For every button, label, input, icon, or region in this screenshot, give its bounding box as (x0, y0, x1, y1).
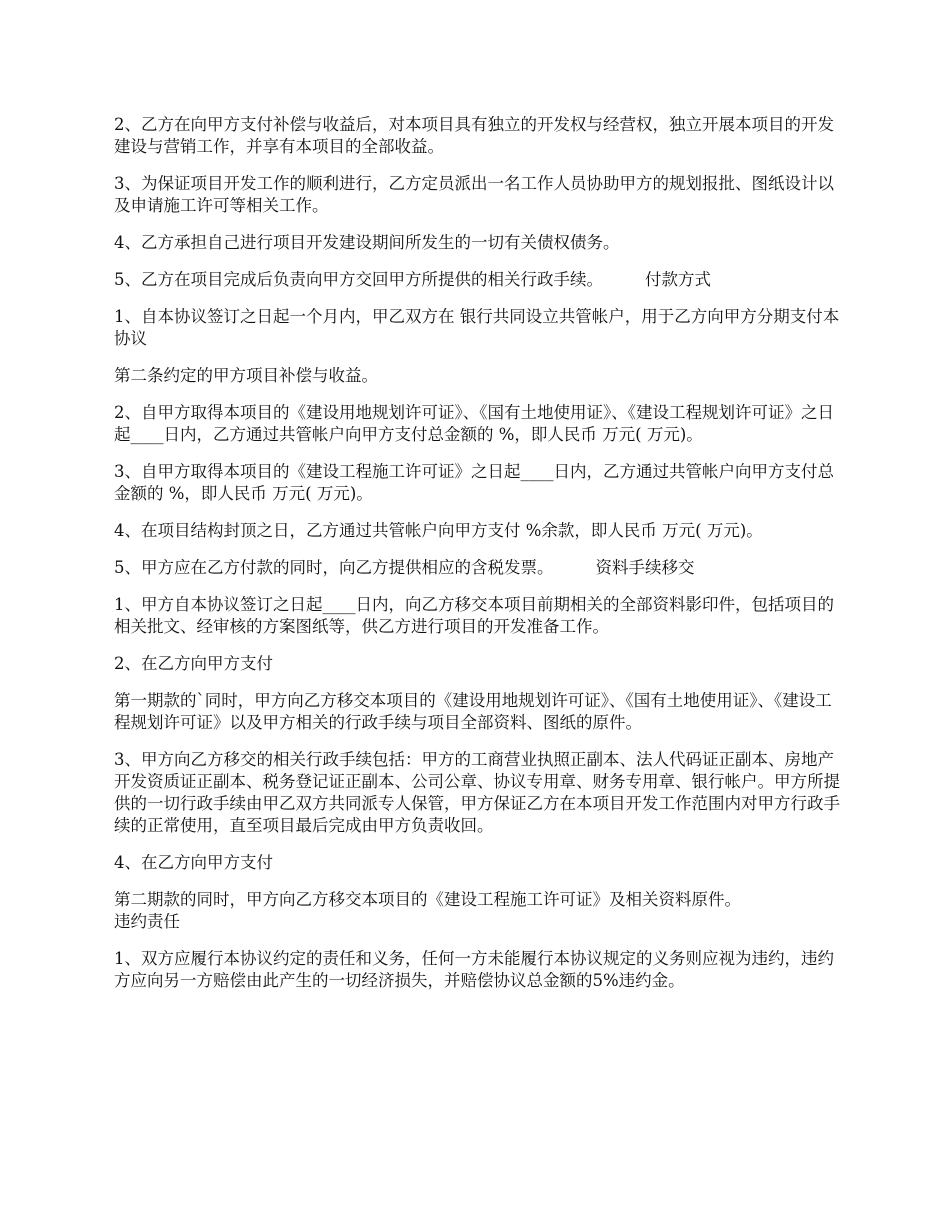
paragraph: 3、自甲方取得本项目的《建设工程施工许可证》之日起____日内，乙方通过共管帐户向甲方支付总金额的 %，即人民币 万元( 万元)。 (114, 462, 834, 503)
paragraph: 2、乙方在向甲方支付补偿与收益后，对本项目具有独立的开发权与经营权，独立开展本项目的开发建设与营销工作，并享有本项目的全部收益。 (114, 115, 834, 156)
paragraph: 第二条约定的甲方项目补偿与收益。 (114, 366, 378, 385)
paragraph: 3、甲方向乙方移交的相关行政手续包括：甲方的工商营业执照正副本、法人代码证正副本、房地产开发资质证正副本、税务登记证正副本、公司公章、协议专用章、财务专用章、银行帐户。甲方所提供的一切行政手续由甲乙双方共同派专人保管，甲方保证乙方在本项目开发工作范围内对甲方行政手续的正常使用，直至项目最后完成由甲方负责收回。 (114, 750, 840, 835)
paragraph: 5、甲方应在乙方付款的同时，向乙方提供相应的含税发票。 资料手续移交 (114, 558, 695, 577)
paragraph: 1、自本协议签订之日起一个月内，甲乙双方在 银行共同设立共管帐户，用于乙方向甲方分期支付本协议 (114, 307, 840, 348)
paragraph: 4、乙方承担自己进行项目开发建设期间所发生的一切有关债权债务。 (114, 233, 620, 252)
paragraph: 第一期款的`同时，甲方向乙方移交本项目的《建设用地规划许可证》、《国有土地使用证》、《建设工程规划许可证》以及甲方相关的行政手续与项目全部资料、图纸的原件。 (114, 691, 832, 732)
document-body (114, 114, 840, 1007)
paragraph: 4、在项目结构封顶之日，乙方通过共管帐户向甲方支付 %余款，即人民币 万元( 万元)。 (114, 521, 763, 540)
paragraph: 5、乙方在项目完成后负责向甲方交回甲方所提供的相关行政手续。 付款方式 (114, 270, 711, 289)
paragraph: 1、甲方自本协议签订之日起____日内，向乙方移交本项目前期相关的全部资料影印件，包括项目的相关批文、经审核的方案图纸等，供乙方进行项目的开发准备工作。 (114, 595, 834, 636)
paragraph: 3、为保证项目开发工作的顺利进行，乙方定员派出一名工作人员协助甲方的规划报批、图纸设计以及申请施工许可等相关工作。 (114, 174, 834, 215)
paragraph: 1、双方应履行本协议约定的责任和义务，任何一方未能履行本协议规定的义务则应视为违约，违约方应向另一方赔偿由此产生的一切经济损失，并赔偿协议总金额的5%违约金。 (114, 949, 834, 990)
paragraph: 第二期款的同时，甲方向乙方移交本项目的《建设工程施工许可证》及相关资料原件。 违约责任 (114, 890, 741, 931)
paragraph: 2、自甲方取得本项目的《建设用地规划许可证》、《国有土地使用证》、《建设工程规划许可证》之日起____日内，乙方通过共管帐户向甲方支付总金额的 %，即人民币 万元( 万元)。 (114, 403, 834, 444)
paragraph: 2、在乙方向甲方支付 (114, 654, 273, 673)
paragraph: 4、在乙方向甲方支付 (114, 853, 273, 872)
